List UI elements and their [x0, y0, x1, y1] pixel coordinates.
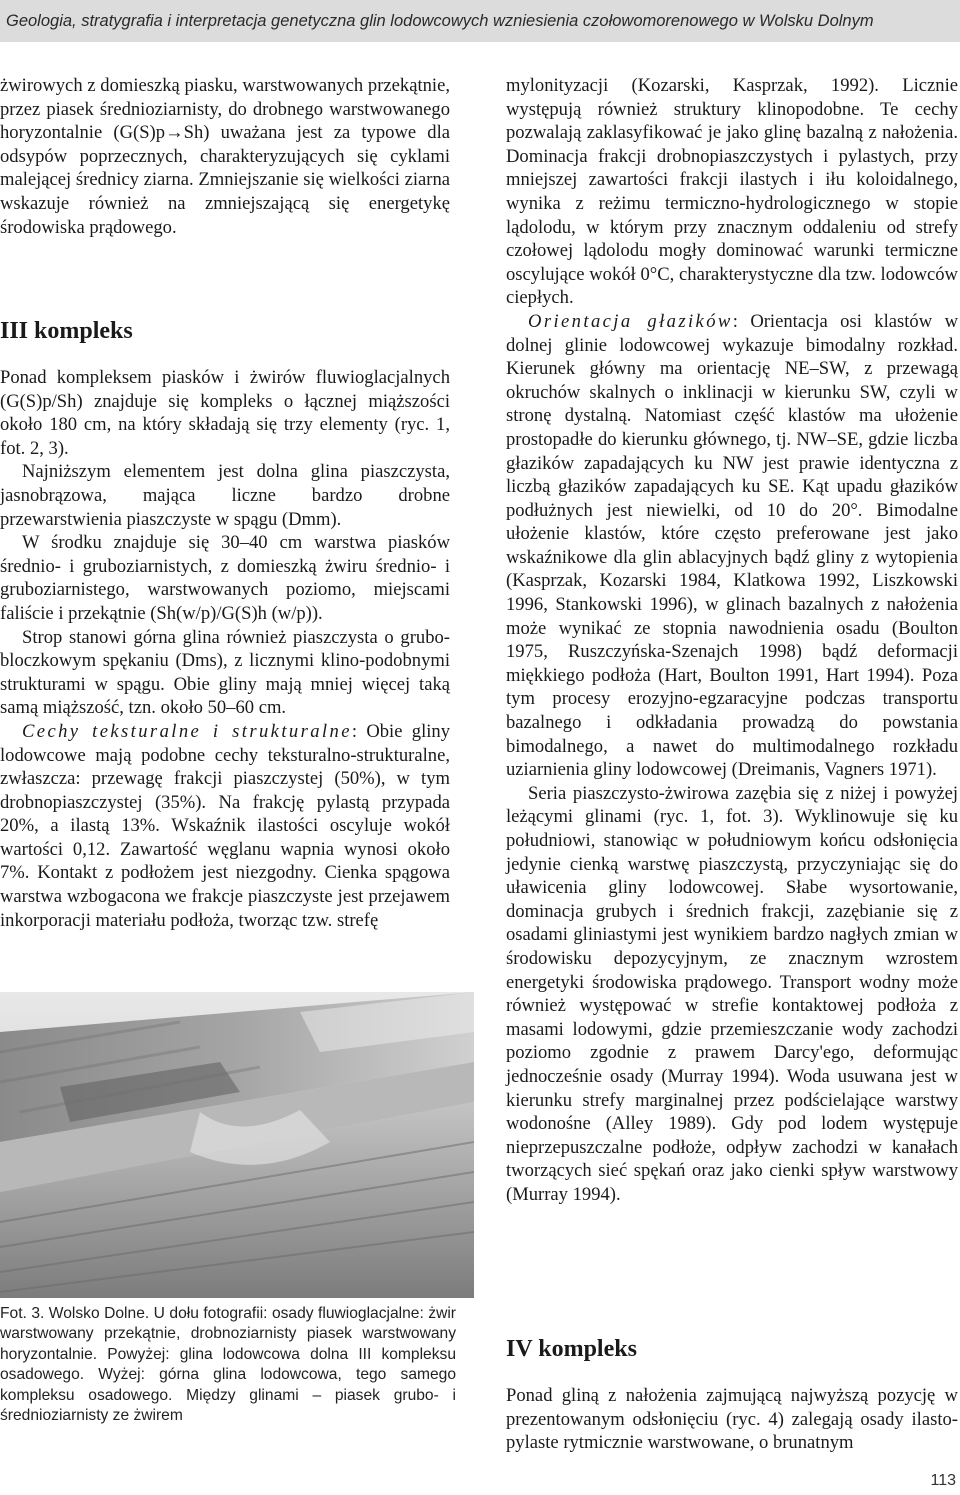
paragraph: Strop stanowi górna glina również piaszczysta o grubo-bloczkowym spękaniu (Dms), z licznymi klino-podobnymi strukturami w spągu. Obie gliny mają mniej więcej taką samą miąższość, tzn. około 50–60 cm.	[0, 626, 450, 719]
running-header	[0, 0, 960, 42]
page-number: 113	[930, 1472, 956, 1489]
paragraph: W środku znajduje się 30–40 cm warstwa piasków średnio- i gruboziarnistych, z domieszką żwiru średnio- i gruboziarnistego, warstwowanych poziomo, miejscami faliście i przekątnie (Sh(w/p)/G(S)h (w/p)).	[0, 532, 450, 624]
paragraph: Ponad kompleksem piasków i żwirów fluwioglacjalnych (G(S)p/Sh) znajduje się kompleks o łącznej miąższości około 180 cm, na który składają się trzy elementy (ryc. 1, fot. 2, 3).	[0, 367, 450, 459]
paragraph: Ponad gliną z nałożenia zajmującą najwyższą pozycję w prezentowanym odsłonięciu (ryc. 4) zalegają osady ilasto-pylaste rytmicznie warstwowane, o brunatnym	[506, 1385, 958, 1454]
paragraph-text: : Obie gliny lodowcowe mają podobne cechy teksturalno-strukturalne, zwłaszcza: przewagę frakcji piaszczystej (50%), w tym drobnopiaszczystej (35%). Na frakcję pylastą przypada 20%, a ilastą 13%. Wskaźnik ilastości oscyluje wokół wartości 0,12. Zawartość węglanu wapnia wynosi około 7%. Kontakt z podłożem jest niezgodny. Cienka spągowa warstwa wzbogacona we frakcje piaszczyste jest przejawem inkorporacji materiału podłoża, tworząc tzw. strefę	[0, 720, 450, 931]
paragraph	[0, 720, 450, 932]
paragraph: Najniższym elementem jest dolna glina piaszczysta, jasnobrązowa, mająca liczne bardzo drobne przewarstwienia piaszczyste w spągu (Dmm).	[0, 461, 450, 530]
paragraph-continuation: mylonityzacji (Kozarski, Kasprzak, 1992). Licznie występują również struktury klinopodobne. Te cechy pozwalają zaklasyfikować je jako glinę bazalną z nałożenia. Dominacja frakcji drobnopiaszczystych i pylastych, przy mniejszej zawartości frakcji ilastych i iłu koloidalnego, wynika z reżimu termiczno-hydrologicznego w stopie lądolodu, w którym przy znacznym oddaleniu od strefy czołowej lądolodu mogły dominować warunki termiczne oscylujące wokół 0°C, charakterystyczne dla tzw. lodowców ciepłych.	[506, 75, 958, 309]
paragraph-text: : Orientacja osi klastów w dolnej glinie lodowcowej wykazuje bimodalny rozkład. Kierunek główny ma orientację NE–SW, z przewagą okruchów skalnych o inklinacji w kierunku SW, czyli w stronę dystalną. Natomiast część klastów ma ułożenie prostopadłe do kierunku głównego, tj. NW–SE, gdzie liczba głazików zapadających ku NW jest prawie identyczna z liczbą głazików zapadających ku SE. Kąt upadu głazików podłużnych jest niewielki, od 10 do 20°. Bimodalne ułożenie klastów, które często preferowane jest jako wskaźnikowe dla glin ablacyjnych bądź gliny z wytopienia (Kasprzak, Kozarski 1984, Klatkowa 1992, Liszkowski 1996, Stankowski 1996), w glinach bazalnych z nałożenia może wynikać ze stopnia nawodnienia osadu (Boulton 1975, Ruszczyńska-Szenajch 1998) bądź deformacji miękkiego podłoża (Hart, Boulton 1991, Hart 1994). Poza tym procesy erozyjno-egzaracyjne podczas transportu bazalnego i odkładania prowadzą do powstania bimodalnego, a nawet do multimodalnego rozkładu uziarnienia gliny lodowcowej (Dreimanis, Vagners 1971).	[506, 310, 959, 781]
outcrop-photograph	[0, 992, 474, 1298]
left-column-body	[0, 366, 450, 932]
paragraph	[506, 310, 958, 782]
right-column-bottom	[506, 1384, 958, 1455]
paragraph: Seria piaszczysto-żwirowa zazębia się z niżej i powyżej leżącymi glinami (ryc. 1, fot. 3). Wyklinowuje się ku południowi, stanowiąc w południowym końcu odsłonięcia jedynie cienką warstwę piaszczystą, przyczyniając się do uławicenia gliny lodowcowej. Słabe wysortowanie, dominacja grubych i średnich frakcji, zazębianie się z osadami gliniastymi jest wynikiem bardzo nagłych zmian w środowisku depozycyjnym, ze znacznym wzrostem energetyki środowiska prądowego. Transport wodny może również występować w strefie kontaktowej podłoża z masami lodowymi, gdzie przemieszczanie wody zachodzi poziomo zgodnie z prawem Darcy'ego, deformując jednocześnie osady (Murray 1994). Woda usuwana jest w kierunku strefy marginalnej przez podścielające warstwy wodonośne (Alley 1989). Gdy pod lodem występuje nieprzepuszczalne podłoże, odpływ zachodzi w kanałach tworzących sieć spękań oraz jako cienki spływ warstwowy (Murray 1994).	[506, 782, 958, 1205]
inline-subheading: Cechy teksturalne i strukturalne	[22, 720, 352, 742]
paragraph-continuation: żwirowych z domieszką piasku, warstwowanych przekątnie, przez piasek średnioziarnisty, do drobnego warstwowanego horyzontalnie (G(S)p→Sh) uważana jest za typowe dla odsypów poprzecznych, charakteryzujących się cyklami malejącej średnicy ziarna. Zmniejszanie się wielkości ziarna wskazuje również na zmniejszającą się energetykę środowiska prądowego.	[0, 75, 450, 238]
section-heading-iv: IV kompleks	[506, 1336, 637, 1362]
running-title: Geologia, stratygrafia i interpretacja genetyczna glin lodowcowych wzniesienia czołowomorenowego w Wolsku Dolnym	[6, 12, 874, 30]
figure-caption: Fot. 3. Wolsko Dolne. U dołu fotografii: osady fluwioglacjalne: żwir warstwowany przekątnie, drobnoziarnisty piasek warstwowany horyzontalnie. Powyżej: glina lodowcowa dolna III kompleksu osadowego. Wyżej: górna glina lodowcowa, tego samego kompleksu osadowego. Między glinami – piasek grubo- i średnioziarnisty ze żwirem	[0, 1305, 456, 1425]
figure-photo	[0, 992, 474, 1298]
left-column-top	[0, 74, 450, 239]
right-column-top	[506, 74, 958, 1207]
inline-subheading: Orientacja głazików	[528, 310, 733, 332]
section-heading-iii: III kompleks	[0, 318, 133, 344]
